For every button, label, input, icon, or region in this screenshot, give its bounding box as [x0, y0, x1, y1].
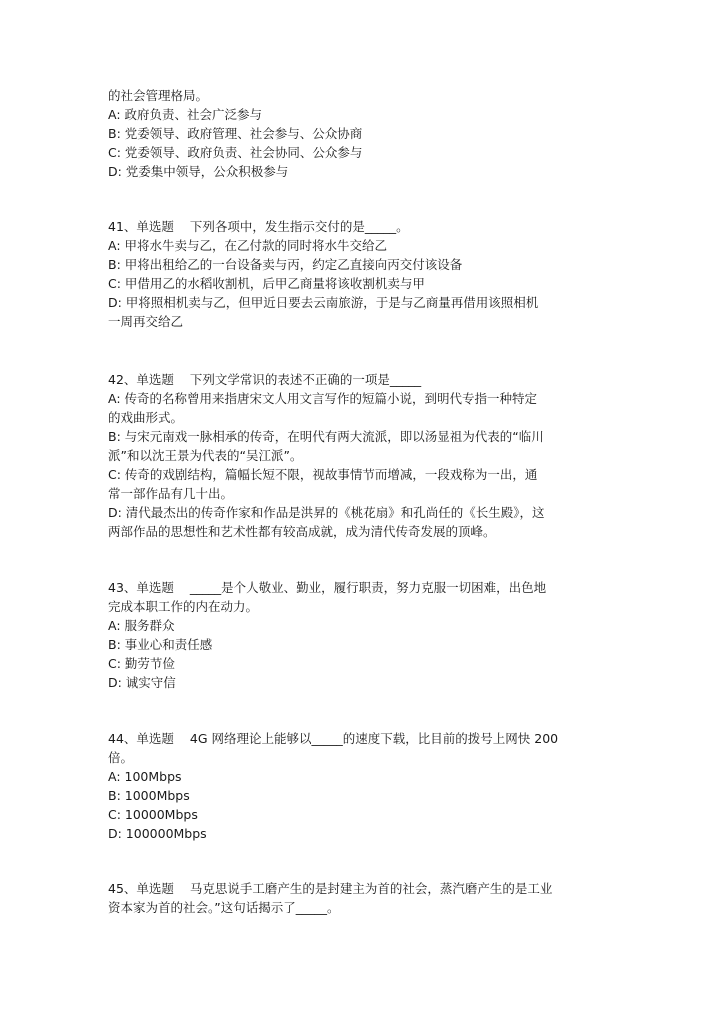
- option-a: A: 服务群众: [108, 618, 175, 633]
- option-a-continuation: 的戏曲形式。: [108, 410, 184, 425]
- option-a: A: 政府负责、社会广泛参与: [108, 107, 263, 122]
- question-header: [108, 370, 618, 389]
- question-40-tail: [108, 86, 618, 181]
- option-b: B: 甲将出租给乙的一台设备卖与丙，约定乙直接向丙交付该设备: [108, 257, 463, 272]
- option-c: C: 10000Mbps: [108, 807, 198, 822]
- question-text-line: 资本家为首的社会。”这句话揭示了_____。: [108, 900, 340, 915]
- option-d-continuation: 一周再交给乙: [108, 314, 184, 329]
- option-b: B: 事业心和责任感: [108, 637, 213, 652]
- option-d: D: 甲将照相机卖与乙，但甲近日要去云南旅游，于是与乙商量再借用该照相机: [108, 295, 539, 310]
- question-header: [108, 879, 618, 898]
- question-text-line: _____是个人敬业、勤业，履行职责，努力克服一切困难，出色地: [189, 580, 547, 595]
- option-b: B: 1000Mbps: [108, 788, 190, 803]
- question-text-line: 的社会管理格局。: [108, 88, 209, 103]
- question-text-line: 倍。: [108, 750, 134, 765]
- option-d-continuation: 两部作品的思想性和艺术性都有较高成就，成为清代传奇发展的顶峰。: [108, 524, 496, 539]
- option-d: D: 党委集中领导，公众积极参与: [108, 164, 289, 179]
- option-a: A: 100Mbps: [108, 769, 182, 784]
- option-d: D: 清代最杰出的传奇作家和作品是洪昇的《桃花扇》和孔尚任的《长生殿》，这: [108, 505, 545, 520]
- option-c: C: 传奇的戏剧结构，篇幅长短不限，视故事情节而增减，一段戏称为一出，通: [108, 467, 538, 482]
- option-d: D: 诚实守信: [108, 675, 176, 690]
- option-c: C: 党委领导、政府负责、社会协同、公众参与: [108, 145, 363, 160]
- question-text-line: 下列文学常识的表述不正确的一项是_____: [189, 372, 422, 387]
- question-number: 43、单选题: [108, 580, 174, 595]
- question-number: 45、单选题: [108, 881, 174, 896]
- question-text-line: 马克思说手工磨产生的是封建主为首的社会，蒸汽磨产生的是工业: [189, 881, 553, 896]
- question-44: [108, 729, 618, 843]
- question-41: [108, 217, 618, 331]
- question-text-line: 完成本职工作的内在动力。: [108, 599, 259, 614]
- option-c-continuation: 常一部作品有几十出。: [108, 486, 234, 501]
- question-43: [108, 578, 618, 692]
- option-b: B: 与宋元南戏一脉相承的传奇，在明代有两大流派，即以汤显祖为代表的“临川: [108, 429, 544, 444]
- option-b: B: 党委领导、政府管理、社会参与、公众协商: [108, 126, 363, 141]
- question-42: [108, 370, 618, 541]
- question-header: [108, 578, 618, 597]
- question-45: [108, 879, 618, 917]
- question-header: [108, 729, 618, 748]
- option-b-continuation: 派”和以沈王景为代表的“吴江派”。: [108, 448, 303, 463]
- question-text-line: 4G 网络理论上能够以_____的速度下载，比目前的拨号上网快 200: [189, 731, 559, 746]
- question-header: [108, 217, 618, 236]
- option-c: C: 勤劳节俭: [108, 656, 175, 671]
- option-a: A: 甲将水牛卖与乙，在乙付款的同时将水牛交给乙: [108, 238, 388, 253]
- question-number: 42、单选题: [108, 372, 174, 387]
- question-text-line: 下列各项中，发生指示交付的是_____。: [189, 219, 409, 234]
- option-d: D: 100000Mbps: [108, 826, 207, 841]
- question-number: 44、单选题: [108, 731, 174, 746]
- option-a: A: 传奇的名称曾用来指唐宋文人用文言写作的短篇小说，到明代专指一种特定: [108, 391, 538, 406]
- option-c: C: 甲借用乙的水稻收割机，后甲乙商量将该收割机卖与甲: [108, 276, 425, 291]
- question-number: 41、单选题: [108, 219, 174, 234]
